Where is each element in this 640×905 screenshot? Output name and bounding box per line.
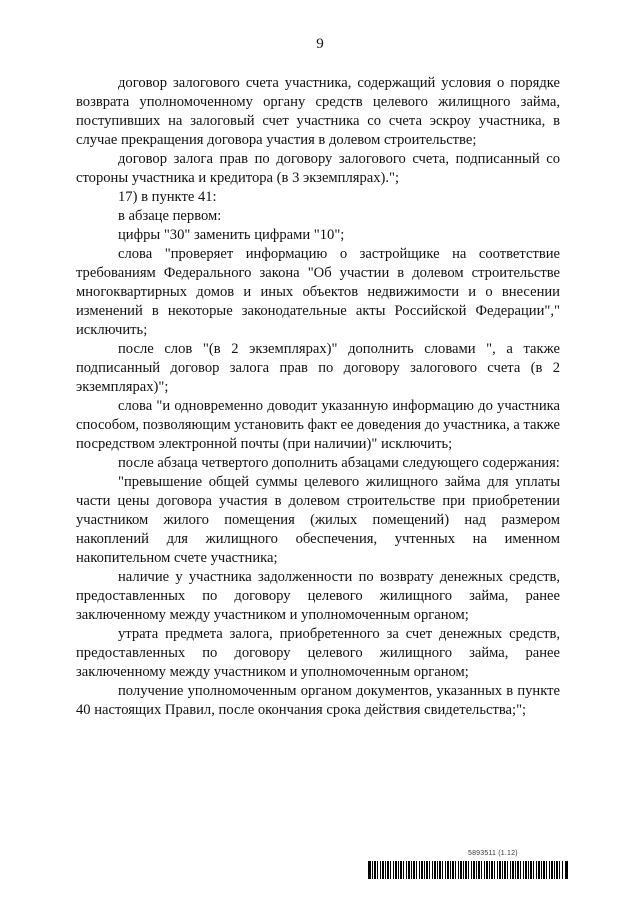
barcode-icon — [372, 861, 564, 879]
paragraph: утрата предмета залога, приобретенного за счет денежных средств, предоставленных по договору целевого жилищного займа, ранее заключенному между участником и уполномоченным органом; — [76, 626, 560, 680]
paragraph: в абзаце первом: — [118, 208, 222, 224]
page-number: 9 — [316, 36, 324, 52]
paragraph: цифры "30" заменить цифрами "10"; — [118, 227, 345, 243]
paragraph: после абзаца четвертого дополнить абзацами следующего содержания: — [118, 455, 560, 471]
document-body — [76, 74, 560, 720]
barcode-number: 5893511 (1.12) — [468, 850, 518, 857]
paragraph: слова "проверяет информацию о застройщике на соответствие требованиям Федерального закона "Об участии в долевом строительстве многоквартирных домов и иных объектов недвижимости и о внесении изменений в некоторые законодательные акты Российской Федерации"," исключить; — [76, 246, 560, 338]
paragraph: после слов "(в 2 экземплярах)" дополнить словами ", а также подписанный договор залога прав по договору залогового счета (в 2 экземплярах)"; — [76, 341, 560, 395]
paragraph: договор залогового счета участника, содержащий условия о порядке возврата уполномоченному органу средств целевого жилищного займа, поступивших на залоговый счет участника со счета эскроу участника, в случае прекращения договора участия в долевом строительстве; — [76, 75, 560, 148]
paragraph: получение уполномоченным органом документов, указанных в пункте 40 настоящих Правил, после окончания срока действия свидетельства;"; — [76, 683, 560, 718]
paragraph: слова "и одновременно доводит указанную информацию до участника способом, позволяющим установить факт ее доведения до участника, а также посредством электронной почты (при наличии)" исключить; — [76, 398, 560, 452]
paragraph: договор залога прав по договору залогового счета, подписанный со стороны участника и кредитора (в 3 экземплярах)."; — [76, 151, 560, 186]
paragraph: наличие у участника задолженности по возврату денежных средств, предоставленных по договору целевого жилищного займа, ранее заключенному между участником и уполномоченным органом; — [76, 569, 560, 623]
paragraph: 17) в пункте 41: — [118, 189, 217, 205]
paragraph: "превышение общей суммы целевого жилищного займа для уплаты части цены договора участия в долевом строительстве при приобретении участником жилого помещения (жилых помещений) над размером накоплений для жилищного обеспечения, учтенных на именном накопительном счете участника; — [76, 474, 560, 566]
